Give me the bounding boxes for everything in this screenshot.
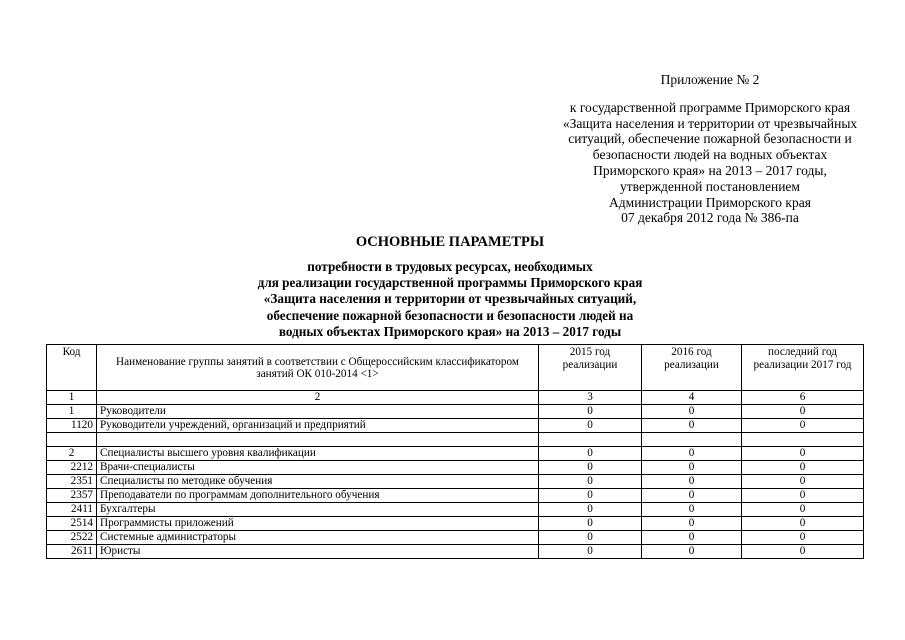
row-code: 1 — [47, 405, 97, 419]
row-value-2017: 0 — [742, 405, 864, 419]
column-number-row — [47, 391, 864, 405]
row-value-2015: 0 — [539, 475, 642, 489]
row-value-2016: 0 — [642, 419, 742, 433]
subtitle-line: для реализации государственной программы Приморского края — [257, 275, 643, 291]
row-code: 2 — [47, 447, 97, 461]
table-row — [47, 447, 864, 461]
table-row — [47, 545, 864, 559]
row-value-2017: 0 — [742, 545, 864, 559]
document-subtitle — [150, 259, 750, 340]
row-value-2015: 0 — [539, 461, 642, 475]
table-row — [47, 503, 864, 517]
row-name: Специалисты по методике обучения — [97, 475, 539, 489]
row-value-2017: 0 — [742, 517, 864, 531]
row-name: Врачи-специалисты — [97, 461, 539, 475]
row-name: Руководители учреждений, организаций и предприятий — [97, 419, 539, 433]
table-row — [47, 405, 864, 419]
row-value-2017: 0 — [742, 447, 864, 461]
row-value-2015: 0 — [539, 517, 642, 531]
subtitle-line: водных объектах Приморского края» на 2013 – 2017 годы — [278, 323, 622, 339]
row-value-2015 — [539, 433, 642, 447]
row-value-2016: 0 — [642, 503, 742, 517]
row-value-2016: 0 — [642, 447, 742, 461]
subtitle-line: «Защита населения и территории от чрезвычайных ситуаций, — [263, 291, 637, 307]
row-value-2017 — [742, 433, 864, 447]
table-row — [47, 489, 864, 503]
column-number: 1 — [47, 391, 97, 405]
appendix-line: утвержденной постановлением — [620, 178, 800, 194]
header-2016: 2016 год реализации — [642, 345, 742, 391]
row-value-2015: 0 — [539, 405, 642, 419]
row-code: 2357 — [47, 489, 97, 503]
column-number: 4 — [642, 391, 742, 405]
appendix-number: Приложение № 2 — [660, 72, 760, 87]
row-value-2015: 0 — [539, 545, 642, 559]
row-code: 1120 — [47, 419, 97, 433]
parameters-table — [46, 344, 864, 559]
appendix-line: безопасности людей на водных объектах — [592, 147, 828, 163]
row-name: Преподаватели по программам дополнительного обучения — [97, 489, 539, 503]
header-2017: последний год реализации 2017 год — [742, 345, 864, 391]
subtitle-line: обеспечение пожарной безопасности и безопасности людей на — [266, 307, 634, 323]
appendix-line: 07 декабря 2012 года № 386-па — [621, 210, 799, 226]
document-title: ОСНОВНЫЕ ПАРАМЕТРЫ — [355, 234, 545, 250]
row-code: 2522 — [47, 531, 97, 545]
row-value-2016: 0 — [642, 545, 742, 559]
table-row — [47, 517, 864, 531]
row-value-2016: 0 — [642, 461, 742, 475]
row-name: Специалисты высшего уровня квалификации — [97, 447, 539, 461]
column-number: 2 — [97, 391, 539, 405]
header-2015: 2015 год реализации — [539, 345, 642, 391]
row-name: Юристы — [97, 545, 539, 559]
row-name: Бухгалтеры — [97, 503, 539, 517]
table-row — [47, 475, 864, 489]
row-value-2015: 0 — [539, 489, 642, 503]
row-value-2015: 0 — [539, 531, 642, 545]
table-row — [47, 419, 864, 433]
row-code: 2611 — [47, 545, 97, 559]
appendix-line: «Защита населения и территории от чрезвычайных — [562, 115, 858, 131]
header-name: Наименование группы занятий в соответствии с Общероссийским классификатором занятий ОК 010-2014 <1> — [97, 345, 539, 391]
row-code: 2411 — [47, 503, 97, 517]
row-value-2017: 0 — [742, 461, 864, 475]
appendix-line: ситуаций, обеспечение пожарной безопасности и — [568, 131, 852, 147]
row-value-2016: 0 — [642, 517, 742, 531]
row-name: Руководители — [97, 405, 539, 419]
row-value-2017: 0 — [742, 503, 864, 517]
header-code: Код — [47, 345, 97, 391]
row-value-2016: 0 — [642, 475, 742, 489]
row-value-2016 — [642, 433, 742, 447]
row-code: 2351 — [47, 475, 97, 489]
table-header-row — [47, 345, 864, 391]
row-value-2017: 0 — [742, 419, 864, 433]
appendix-line: к государственной программе Приморского края — [569, 99, 851, 115]
row-value-2017: 0 — [742, 489, 864, 503]
table-row — [47, 531, 864, 545]
column-number: 3 — [539, 391, 642, 405]
row-value-2016: 0 — [642, 405, 742, 419]
column-number: 6 — [742, 391, 864, 405]
row-value-2017: 0 — [742, 475, 864, 489]
row-name: Системные администраторы — [97, 531, 539, 545]
subtitle-line: потребности в трудовых ресурсах, необходимых — [307, 259, 593, 274]
row-code: 2212 — [47, 461, 97, 475]
appendix-block — [520, 72, 900, 226]
row-value-2015: 0 — [539, 503, 642, 517]
row-value-2015: 0 — [539, 447, 642, 461]
row-value-2016: 0 — [642, 489, 742, 503]
row-value-2017: 0 — [742, 531, 864, 545]
table-row — [47, 461, 864, 475]
table-spacer-row — [47, 433, 864, 447]
appendix-line: Администрации Приморского края — [609, 194, 811, 210]
row-name: Программисты приложений — [97, 517, 539, 531]
row-name — [97, 433, 539, 447]
row-value-2016: 0 — [642, 531, 742, 545]
row-code — [47, 433, 97, 447]
row-value-2015: 0 — [539, 419, 642, 433]
row-code: 2514 — [47, 517, 97, 531]
appendix-line: Приморского края» на 2013 – 2017 годы, — [593, 162, 827, 178]
